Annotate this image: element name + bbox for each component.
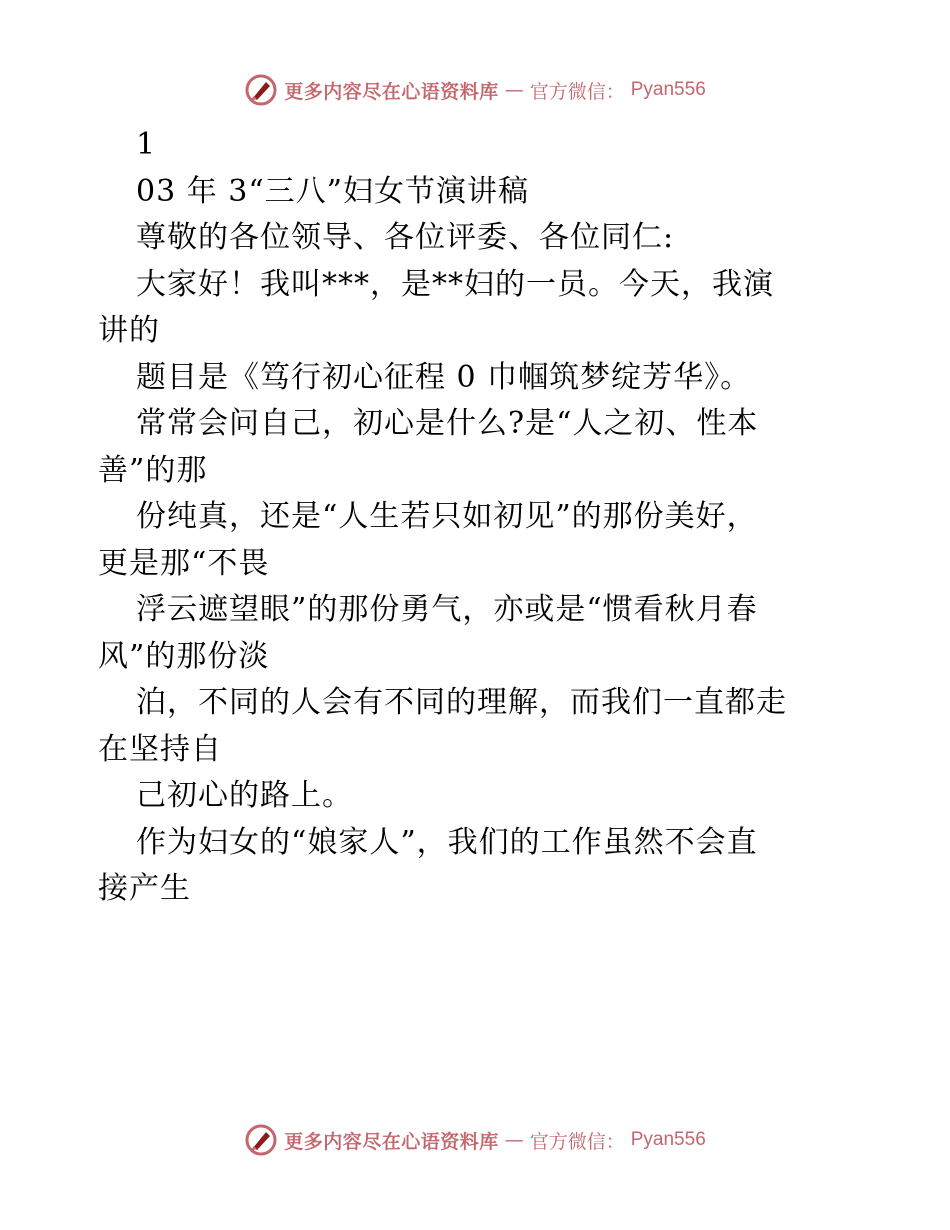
banner-wechat-label: 官方微信： [529, 1130, 625, 1153]
pen-nib-logo-icon [244, 73, 278, 107]
text-line: 份纯真，还是“人生若只如初见”的那份美好， [136, 499, 758, 534]
text-line: 尊敬的各位领导、各位评委、各位同仁: [136, 220, 675, 255]
banner-wechat-id: Pyan556 [630, 1129, 706, 1150]
text-line: 讲的 [98, 313, 160, 348]
text-line: 作为妇女的“娘家人”，我们的工作虽然不会直 [136, 824, 758, 860]
banner-dash: — [504, 1129, 524, 1151]
header-banner [0, 70, 950, 110]
banner-dash: — [504, 79, 524, 101]
text-line: 03 年 3“三八”妇女节演讲稿 [136, 173, 530, 209]
document-body [98, 122, 858, 913]
banner-text: 更多内容尽在心语资料库 [284, 1130, 499, 1153]
banner-text: 更多内容尽在心语资料库 [284, 80, 499, 103]
text-line: 善”的那 [98, 452, 208, 488]
text-line: 常常会问自己，初心是什么?是“人之初、性本 [136, 406, 759, 441]
text-line: 大家好！我叫***，是**妇的一员。今天，我演 [136, 266, 774, 302]
banner-wechat-label: 官方微信： [529, 80, 625, 103]
text-line: 题目是《笃行初心征程 0 巾帼筑梦绽芳华》。 [136, 359, 752, 395]
text-line: 泊，不同的人会有不同的理解，而我们一直都走 [136, 685, 787, 720]
text-line: 浮云遮望眼”的那份勇气，亦或是“惯看秋月春 [136, 592, 758, 627]
text-line: 更是那“不畏 [98, 545, 270, 581]
text-line: 1 [136, 127, 157, 162]
text-line: 风”的那份淡 [98, 638, 270, 674]
pen-nib-logo-icon [244, 1123, 278, 1157]
banner-wechat-id: Pyan556 [630, 79, 706, 100]
text-line: 己初心的路上。 [136, 778, 353, 813]
text-line: 在坚持自 [98, 731, 222, 767]
text-line: 接产生 [98, 871, 191, 906]
footer-banner [0, 1120, 950, 1160]
